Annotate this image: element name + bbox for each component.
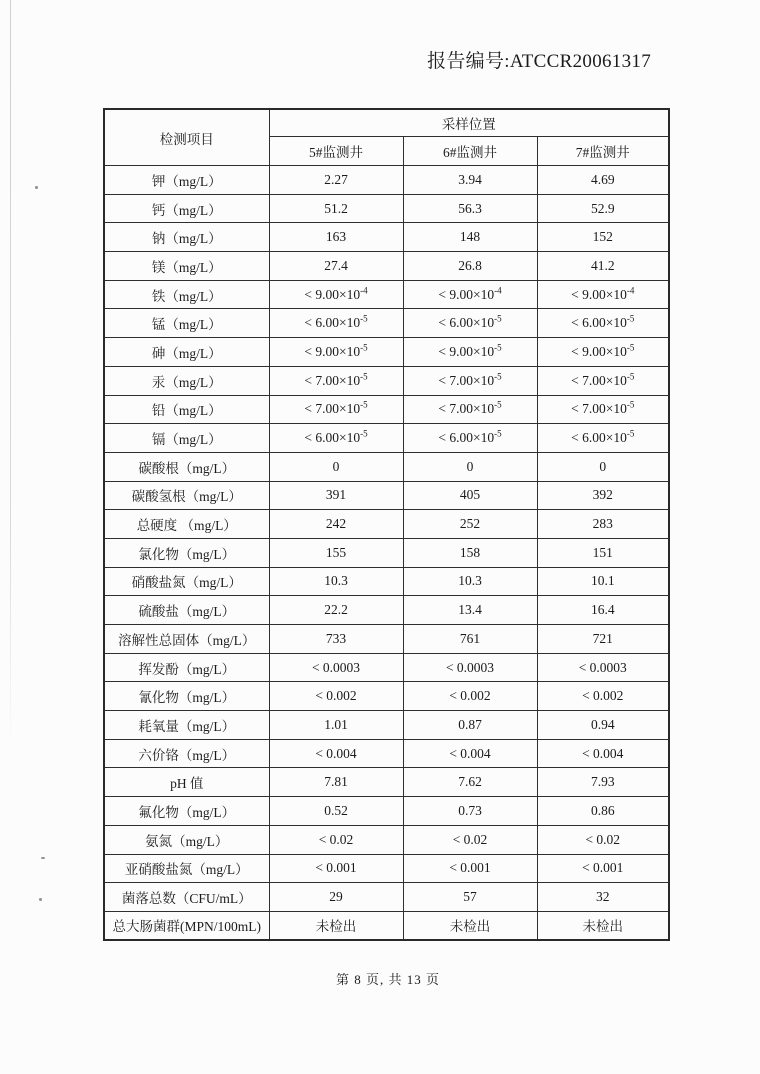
table-body (104, 166, 669, 941)
value-cell: 3.94 (403, 166, 537, 195)
value-cell: 1.01 (269, 711, 403, 740)
value-cell: < $6.00\times 10^{-5}$ (403, 309, 537, 338)
item-name-cell: 菌落总数（CFU/mL） (104, 883, 269, 912)
value-cell: 0.73 (403, 797, 537, 826)
table-row (104, 711, 669, 740)
value-cell: < 0.02 (537, 825, 669, 854)
value-cell: 57 (403, 883, 537, 912)
value-cell: < $7.00\times 10^{-5}$ (403, 366, 537, 395)
value-cell: < $7.00\times 10^{-5}$ (269, 395, 403, 424)
value-cell: 7.62 (403, 768, 537, 797)
value-cell: 391 (269, 481, 403, 510)
value-cell: < $7.00\times 10^{-5}$ (537, 366, 669, 395)
value-cell: 0.87 (403, 711, 537, 740)
water-quality-table (103, 108, 670, 941)
table-row (104, 911, 669, 940)
value-cell: 未检出 (537, 911, 669, 940)
well-header-7: 7#监测井 (537, 137, 669, 166)
value-cell: < $9.00\times 10^{-5}$ (537, 338, 669, 367)
value-cell: 0.94 (537, 711, 669, 740)
value-cell: < $7.00\times 10^{-5}$ (537, 395, 669, 424)
table-header-row (104, 109, 669, 137)
item-name-cell: 氨氮（mg/L） (104, 825, 269, 854)
table-row (104, 768, 669, 797)
item-name-cell: 铁（mg/L） (104, 280, 269, 309)
item-name-cell: 钙（mg/L） (104, 194, 269, 223)
value-cell: < $7.00\times 10^{-5}$ (403, 395, 537, 424)
value-cell: 163 (269, 223, 403, 252)
value-cell: < 0.004 (269, 739, 403, 768)
value-cell: 148 (403, 223, 537, 252)
table-row (104, 309, 669, 338)
value-cell: 721 (537, 625, 669, 654)
item-name-cell: 硝酸盐氮（mg/L） (104, 567, 269, 596)
table-row (104, 395, 669, 424)
item-name-cell: 碳酸氢根（mg/L） (104, 481, 269, 510)
item-name-cell: 六价铬（mg/L） (104, 739, 269, 768)
page-number: 第 8 页, 共 13 页 (335, 972, 440, 987)
value-cell: < $9.00\times 10^{-4}$ (537, 280, 669, 309)
table-row (104, 194, 669, 223)
table-row (104, 625, 669, 654)
value-cell: 51.2 (269, 194, 403, 223)
value-cell: 7.93 (537, 768, 669, 797)
value-cell: 未检出 (403, 911, 537, 940)
value-cell: < 0.0003 (537, 653, 669, 682)
table-row (104, 424, 669, 453)
value-cell: < 0.002 (537, 682, 669, 711)
item-name-cell: 镉（mg/L） (104, 424, 269, 453)
value-cell: 0.86 (537, 797, 669, 826)
value-cell: 16.4 (537, 596, 669, 625)
table-row (104, 739, 669, 768)
value-cell: 10.3 (269, 567, 403, 596)
table-row (104, 452, 669, 481)
table-row (104, 596, 669, 625)
item-name-cell: 耗氧量（mg/L） (104, 711, 269, 740)
value-cell: < 0.004 (403, 739, 537, 768)
item-name-cell: 挥发酚（mg/L） (104, 653, 269, 682)
item-name-cell: 砷（mg/L） (104, 338, 269, 367)
item-name-cell: 汞（mg/L） (104, 366, 269, 395)
item-name-cell: pH 值 (104, 768, 269, 797)
scan-speck (41, 857, 45, 859)
value-cell: < 0.001 (537, 854, 669, 883)
table-row (104, 883, 669, 912)
value-cell: 10.1 (537, 567, 669, 596)
table-row (104, 682, 669, 711)
value-cell: 未检出 (269, 911, 403, 940)
table-row (104, 223, 669, 252)
item-name-cell: 总大肠菌群(MPN/100mL) (104, 911, 269, 940)
value-cell: 405 (403, 481, 537, 510)
scan-speck (35, 186, 38, 189)
value-cell: < 0.02 (403, 825, 537, 854)
value-cell: < $9.00\times 10^{-5}$ (269, 338, 403, 367)
value-cell: 32 (537, 883, 669, 912)
table-row (104, 510, 669, 539)
item-name-cell: 氟化物（mg/L） (104, 797, 269, 826)
scan-speck (39, 898, 42, 901)
item-name-cell: 氰化物（mg/L） (104, 682, 269, 711)
value-cell: 733 (269, 625, 403, 654)
value-cell: 0 (403, 452, 537, 481)
value-cell: 392 (537, 481, 669, 510)
report-number: 报告编号:ATCCR20061317 (427, 51, 651, 72)
value-cell: < 0.0003 (269, 653, 403, 682)
value-cell: 152 (537, 223, 669, 252)
value-cell: < 0.004 (537, 739, 669, 768)
item-name-cell: 钾（mg/L） (104, 166, 269, 195)
scan-page-edge-line (10, 0, 11, 750)
item-name-cell: 锰（mg/L） (104, 309, 269, 338)
value-cell: 13.4 (403, 596, 537, 625)
table-row (104, 166, 669, 195)
value-cell: < $6.00\times 10^{-5}$ (269, 424, 403, 453)
value-cell: 2.27 (269, 166, 403, 195)
item-name-cell: 溶解性总固体（mg/L） (104, 625, 269, 654)
item-name-cell: 镁（mg/L） (104, 252, 269, 281)
item-name-cell: 总硬度 （mg/L） (104, 510, 269, 539)
value-cell: 26.8 (403, 252, 537, 281)
item-name-cell: 氯化物（mg/L） (104, 538, 269, 567)
value-cell: 41.2 (537, 252, 669, 281)
value-cell: < 0.02 (269, 825, 403, 854)
value-cell: 56.3 (403, 194, 537, 223)
value-cell: 7.81 (269, 768, 403, 797)
item-name-cell: 钠（mg/L） (104, 223, 269, 252)
value-cell: < $7.00\times 10^{-5}$ (269, 366, 403, 395)
value-cell: < $6.00\times 10^{-5}$ (403, 424, 537, 453)
value-cell: 4.69 (537, 166, 669, 195)
value-cell: 29 (269, 883, 403, 912)
value-cell: < $6.00\times 10^{-5}$ (537, 309, 669, 338)
table-row (104, 854, 669, 883)
value-cell: 242 (269, 510, 403, 539)
table-row (104, 653, 669, 682)
value-cell: 158 (403, 538, 537, 567)
table-row (104, 538, 669, 567)
well-header-6: 6#监测井 (403, 137, 537, 166)
table-row (104, 338, 669, 367)
value-cell: < $9.00\times 10^{-4}$ (403, 280, 537, 309)
value-cell: 10.3 (403, 567, 537, 596)
value-cell: < $9.00\times 10^{-4}$ (269, 280, 403, 309)
value-cell: 283 (537, 510, 669, 539)
value-cell: < 0.002 (269, 682, 403, 711)
value-cell: 0 (269, 452, 403, 481)
value-cell: 52.9 (537, 194, 669, 223)
sampling-location-header: 采样位置 (269, 109, 669, 137)
value-cell: < 0.001 (269, 854, 403, 883)
item-name-cell: 碳酸根（mg/L） (104, 452, 269, 481)
item-name-cell: 铅（mg/L） (104, 395, 269, 424)
table-header (104, 109, 669, 166)
value-cell: 151 (537, 538, 669, 567)
table-row (104, 825, 669, 854)
value-cell: < $9.00\times 10^{-5}$ (403, 338, 537, 367)
value-cell: < 0.001 (403, 854, 537, 883)
value-cell: 0 (537, 452, 669, 481)
table-row (104, 366, 669, 395)
value-cell: < 0.002 (403, 682, 537, 711)
value-cell: 27.4 (269, 252, 403, 281)
value-cell: < $6.00\times 10^{-5}$ (269, 309, 403, 338)
table-row (104, 252, 669, 281)
value-cell: 22.2 (269, 596, 403, 625)
value-cell: < 0.0003 (403, 653, 537, 682)
value-cell: < $6.00\times 10^{-5}$ (537, 424, 669, 453)
table-row (104, 280, 669, 309)
item-name-cell: 硫酸盐（mg/L） (104, 596, 269, 625)
value-cell: 252 (403, 510, 537, 539)
value-cell: 155 (269, 538, 403, 567)
table-row (104, 797, 669, 826)
well-header-5: 5#监测井 (269, 137, 403, 166)
item-name-cell: 亚硝酸盐氮（mg/L） (104, 854, 269, 883)
table-row (104, 481, 669, 510)
item-column-header: 检测项目 (104, 109, 269, 166)
value-cell: 761 (403, 625, 537, 654)
value-cell: 0.52 (269, 797, 403, 826)
table-row (104, 567, 669, 596)
